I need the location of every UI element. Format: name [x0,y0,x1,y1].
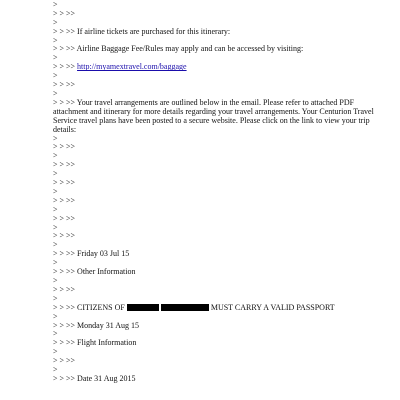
text: MUST CARRY A VALID PASSPORT [210,302,335,312]
email-line: > [53,0,58,9]
email-line: > [53,88,58,98]
email-line: > [53,35,58,45]
email-line: > [53,133,58,143]
email-line: > [53,53,58,63]
email-line [53,304,383,313]
email-line: > > >> [53,160,76,170]
email-line: > > >> [53,80,76,90]
email-line: > > >> Other Information [53,267,136,277]
email-line: > > >> [53,284,76,294]
email-line: > [53,222,58,232]
email-line: > [53,329,58,339]
email-line: > [53,17,58,27]
email-paragraph: > > >> Your travel arrangements are outlined below in the email. Please refer to attached PDF attachment and itinerary for more details regarding your travel arrangements. Your Centurion Travel Service travel plans have been posted to a secure website. Please click on the link to view your trip details: [53,97,374,134]
email-line: > [53,258,58,268]
email-line: > > >> [53,213,76,223]
email-line [53,63,383,72]
quote-prefix: > > >> [53,62,76,72]
email-body [53,0,383,384]
email-line: > > >> Monday 31 Aug 15 [53,320,140,330]
text: > > >> CITIZENS OF [53,302,125,312]
email-line: > > >> Airline Baggage Fee/Rules may apply and can be accessed by visiting: [53,44,304,54]
email-line: > [53,240,58,250]
email-line: > > >> Date 31 Aug 2015 [53,373,136,383]
email-line: > [53,347,58,357]
redaction-bar [127,304,159,311]
email-line: > > >> [53,8,76,18]
email-line: > [53,311,58,321]
email-line: > [53,169,58,179]
email-line: > > >> Flight Information [53,338,137,348]
email-line: > [53,151,58,161]
email-line: > [53,276,58,285]
email-line: > > >> [53,356,76,366]
email-line: > [53,293,58,303]
email-line: > > >> If airline tickets are purchased for this itinerary: [53,26,231,36]
email-line: > [53,365,58,375]
email-line: > [53,204,58,214]
email-line: > > >> [53,178,76,188]
email-line: > [53,186,58,196]
redaction-bar [161,304,209,311]
email-line: > > >> [53,231,76,241]
email-line: > > >> Friday 03 Jul 15 [53,249,130,259]
email-line: > [53,71,58,81]
baggage-link[interactable]: http://myamextravel.com/baggage [77,62,187,72]
email-line: > > >> [53,195,76,205]
email-line: > > >> [53,142,76,152]
